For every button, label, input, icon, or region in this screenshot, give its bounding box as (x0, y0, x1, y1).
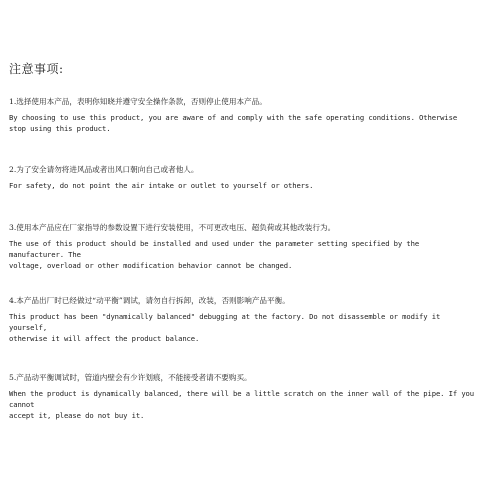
notice-item-chinese: 2.为了安全请勿将进风品或者出风口朝向自己或者他人。 (9, 165, 199, 174)
notice-item-english (9, 180, 477, 191)
english-line-1: When the product is dynamically balanced, there will be a little scratch on the inner wall of the pipe. If you cannot (9, 389, 479, 409)
notice-item-english (9, 238, 477, 271)
english-line-1: By choosing to use this product, you are aware of and comply with the safe operating conditions. Otherwise (9, 113, 458, 122)
english-line-1: The use of this product should be installed and used under the parameter setting specified by the manufacturer. The (9, 239, 424, 259)
notice-item-chinese: 4.本产品出厂时已经做过“动平衡”调试，请勿自行拆卸，改装，否则影响产品平衡。 (9, 296, 290, 305)
notice-item-5 (9, 373, 477, 421)
notice-item-4 (9, 296, 477, 344)
notice-item-english (9, 388, 477, 421)
notice-item-chinese: 1.选择使用本产品，表明你知晓并遵守安全操作条款，否则停止使用本产品。 (9, 97, 267, 106)
notice-item-english (9, 311, 477, 344)
english-line-1: This product has been "dynamically balanced" debugging at the factory. Do not disassemble or modify it yourself, (9, 312, 445, 332)
notice-item-chinese: 5.产品动平衡调试时，管道内壁会有少许划痕，不能接受者请不要购买。 (9, 373, 252, 382)
notice-item-2 (9, 165, 477, 191)
english-line-2: voltage, overload or other modification behavior cannot be changed. (9, 261, 293, 270)
notice-title: 注意事项: (9, 62, 64, 76)
notice-item-1 (9, 97, 477, 134)
english-line-2: stop using this product. (9, 124, 111, 133)
notice-item-3 (9, 223, 477, 271)
notice-item-english (9, 112, 477, 134)
english-line-2: accept it, please do not buy it. (9, 411, 145, 420)
notice-item-chinese: 3.使用本产品应在厂家指导的参数设置下进行安装使用，不可更改电压、超负荷或其他改装行为。 (9, 223, 336, 232)
english-line-2: otherwise it will affect the product balance. (9, 334, 200, 343)
english-line-1: For safety, do not point the air intake or outlet to yourself or others. (9, 181, 314, 190)
